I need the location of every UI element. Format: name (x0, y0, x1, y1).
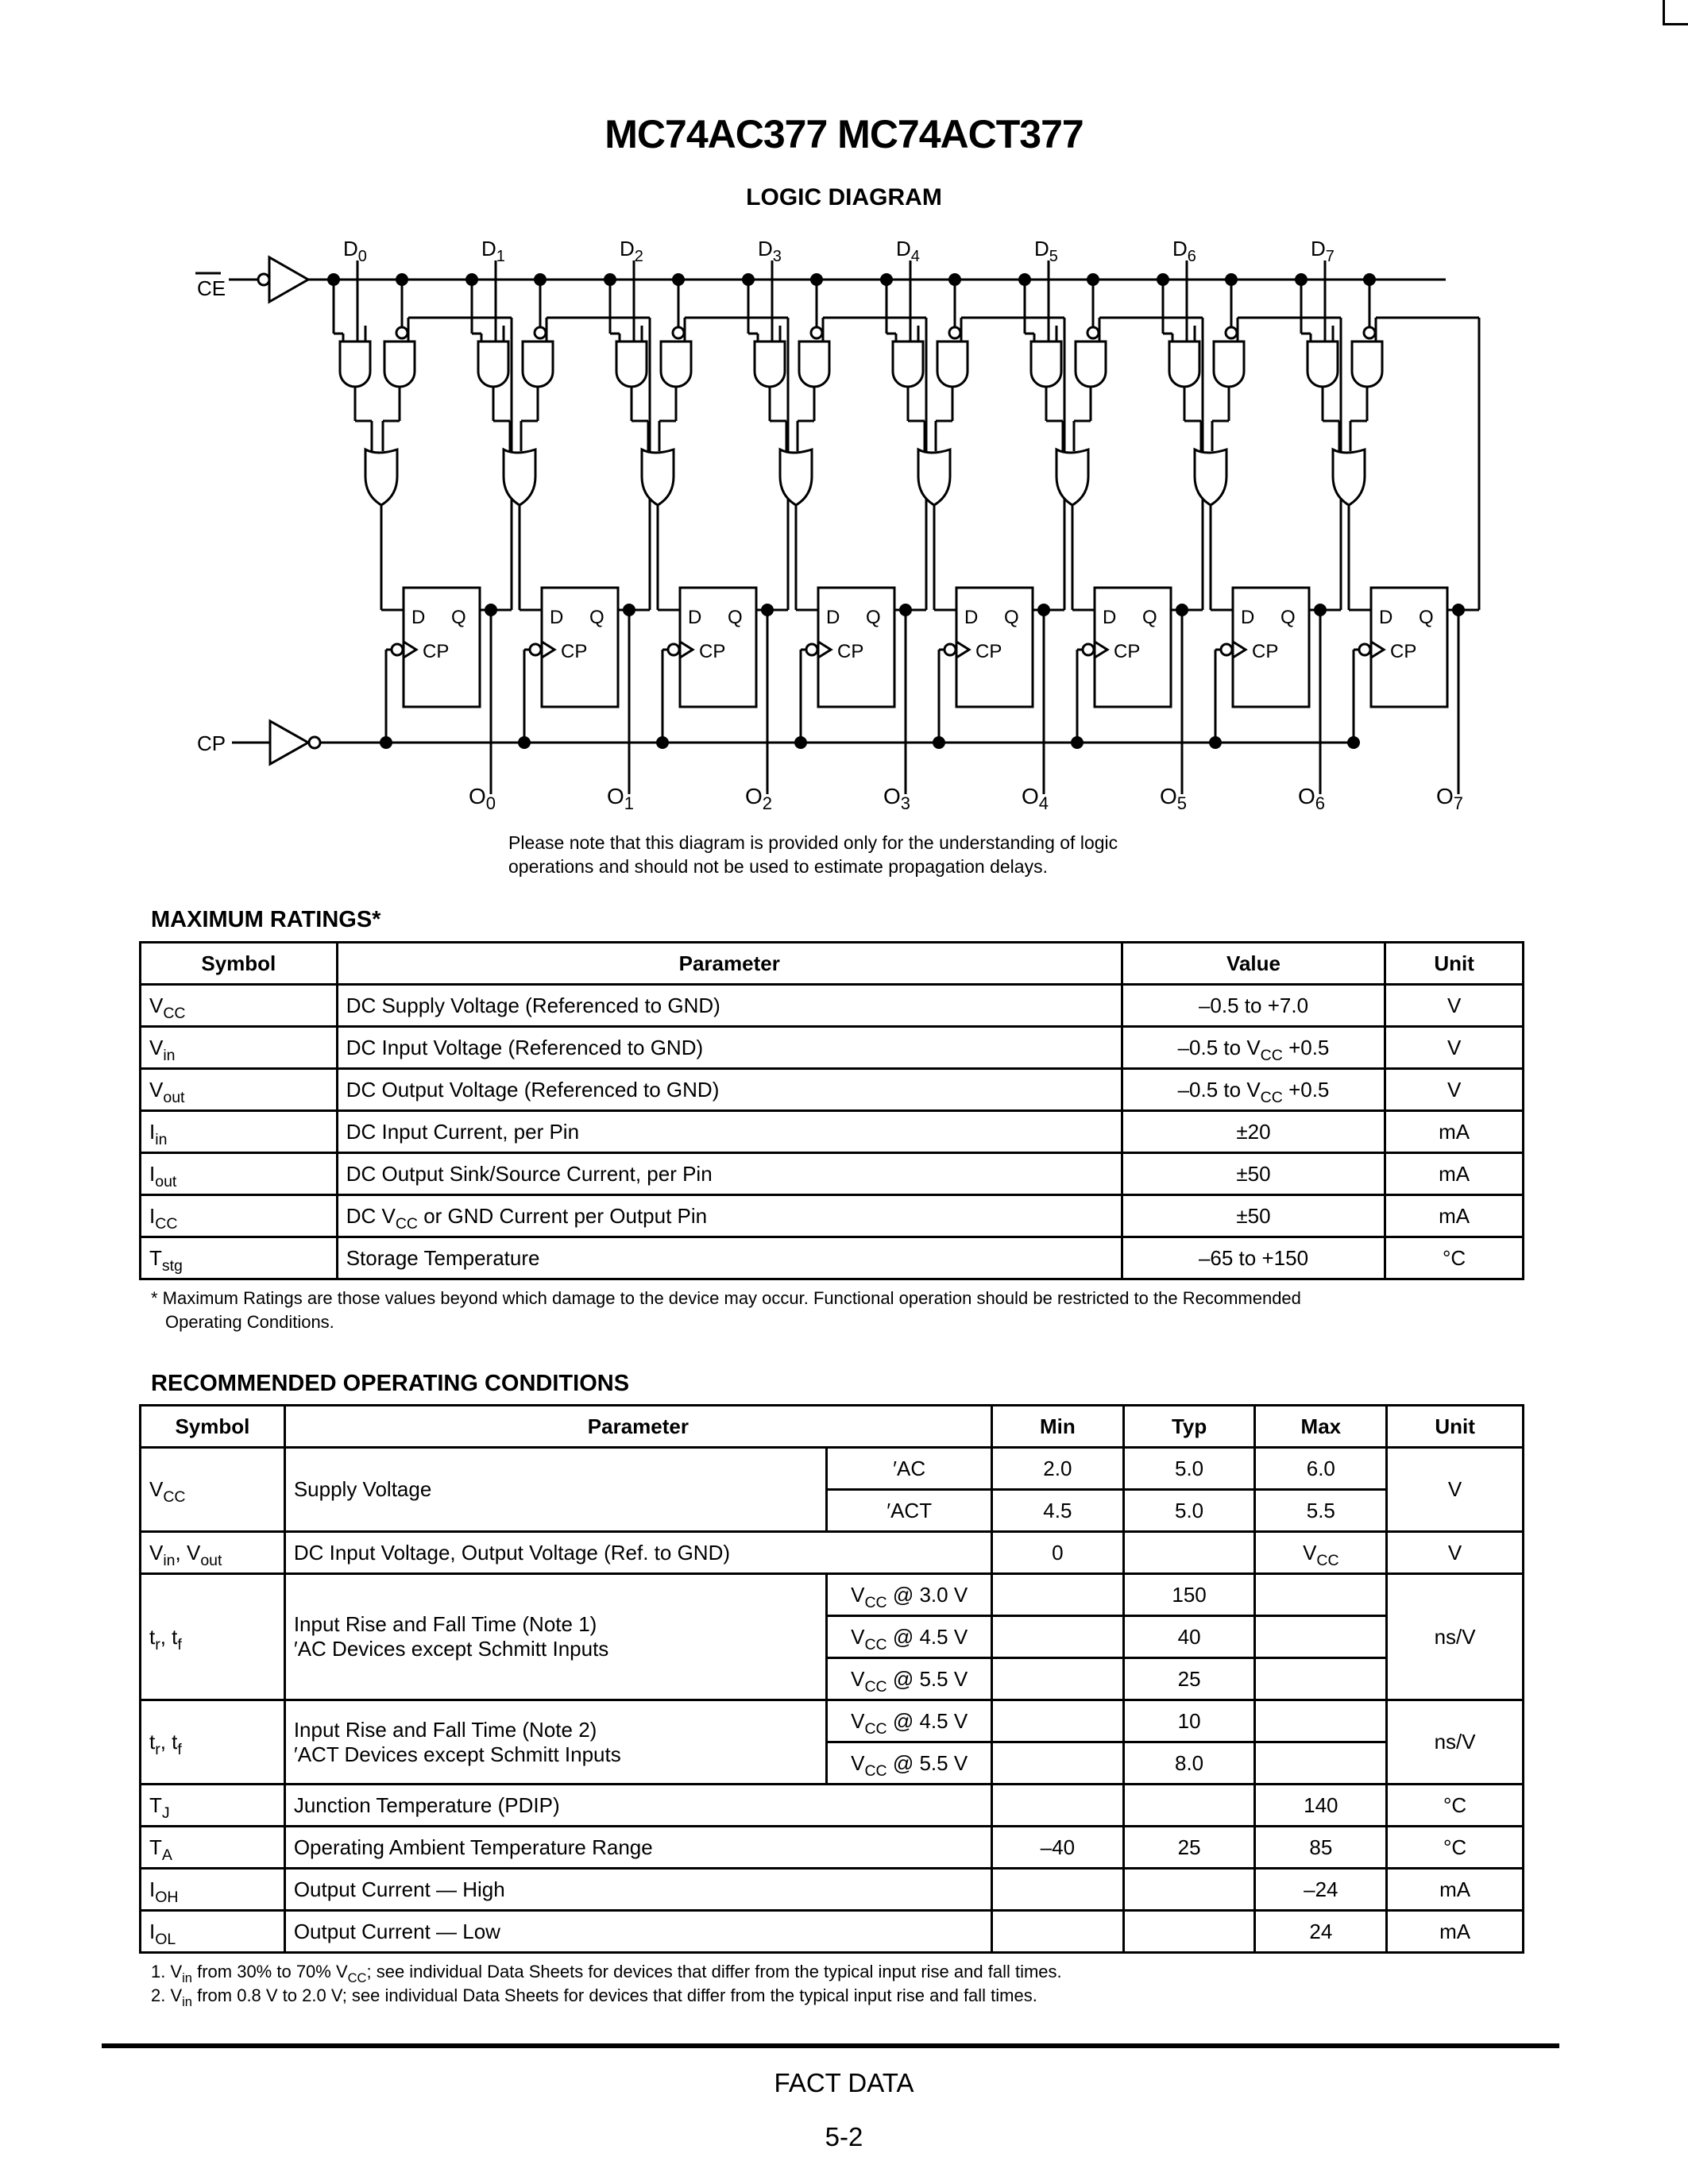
inversion-bubble (1359, 644, 1370, 655)
symbol-cell: $T_A$ (141, 1827, 285, 1869)
max-ratings-heading: MAXIMUM RATINGS* (151, 907, 381, 932)
parameter-cell: DC Input Voltage (Referenced to GND) (337, 1027, 1122, 1069)
typ-cell (1123, 1785, 1255, 1827)
condition-cell: $V_{CC}$ @ 4.5 V (827, 1700, 992, 1742)
inversion-bubble (668, 644, 679, 655)
inversion-bubble (944, 644, 956, 655)
col-header: Unit (1387, 1406, 1524, 1448)
inversion-bubble (673, 327, 684, 338)
col-header: Min (991, 1406, 1123, 1448)
parameter-cell: DC $V_{CC}$ or GND Current per Output Pin (337, 1195, 1122, 1237)
and-gate (1031, 341, 1061, 387)
min-cell: 0 (991, 1532, 1123, 1574)
symbol-cell: $V_{CC}$ (141, 1448, 285, 1532)
and-gate (661, 341, 691, 387)
data-input-label: $D_3$ (758, 237, 782, 265)
and-gate (384, 341, 415, 387)
unit-cell: °C (1387, 1827, 1524, 1869)
data-input-label: $D_1$ (481, 237, 505, 265)
unit-cell: mA (1385, 1153, 1524, 1195)
ff-q-label: Q (1142, 607, 1157, 628)
table-row (141, 1869, 1524, 1911)
max-cell: 5.5 (1255, 1490, 1387, 1532)
and-gate (1169, 341, 1199, 387)
page-number: 5-2 (825, 2122, 863, 2151)
max-cell: 6.0 (1255, 1448, 1387, 1490)
parameter-cell: Input Rise and Fall Time (Note 2) ′ACT Devices except Schmitt Inputs (284, 1700, 827, 1785)
inversion-bubble (1364, 327, 1375, 338)
max-cell (1255, 1616, 1387, 1658)
parameter-cell: Junction Temperature (PDIP) (284, 1785, 991, 1827)
data-output-label: $O_5$ (1160, 784, 1188, 813)
max-ratings-table (139, 941, 1524, 1280)
typ-cell: 5.0 (1123, 1490, 1255, 1532)
and-gate (340, 341, 370, 387)
parameter-cell: Supply Voltage (284, 1448, 827, 1532)
col-header: Symbol (141, 943, 338, 985)
diagram-note-line: operations and should not be used to estimate propagation delays. (508, 856, 1048, 877)
rec-conditions-heading: RECOMMENDED OPERATING CONDITIONS (151, 1371, 630, 1396)
junction-dot (1209, 736, 1222, 749)
symbol-cell: $I_{OL}$ (141, 1911, 285, 1953)
table-row (141, 1827, 1524, 1869)
ff-d-label: D (826, 607, 840, 628)
ff-cp-label: CP (837, 641, 864, 662)
junction-dot (794, 736, 807, 749)
col-header: Max (1255, 1406, 1387, 1448)
col-header: Value (1122, 943, 1385, 985)
symbol-cell: $V_{in}$, $V_{out}$ (141, 1532, 285, 1574)
symbol-cell: $T_J$ (141, 1785, 285, 1827)
table-row (141, 1700, 1524, 1742)
or-gate (1056, 450, 1088, 505)
note-1: 1. $V_{in}$ from 30% to 70% $V_{CC}$; see individual Data Sheets for devices that differ from the typical input rise and fall times. (151, 1962, 1062, 1985)
max-cell (1255, 1574, 1387, 1616)
data-output-label: $O_1$ (607, 784, 635, 813)
unit-cell: mA (1387, 1869, 1524, 1911)
ff-cp-label: CP (1114, 641, 1141, 662)
symbol-cell: $I_{OH}$ (141, 1869, 285, 1911)
ff-cp-label: CP (1390, 641, 1417, 662)
or-gate (504, 450, 535, 505)
typ-cell (1123, 1532, 1255, 1574)
value-cell: ±50 (1122, 1153, 1385, 1195)
parameter-cell: DC Output Sink/Source Current, per Pin (337, 1153, 1122, 1195)
typ-cell: 25 (1123, 1827, 1255, 1869)
symbol-cell: $T_{stg}$ (141, 1237, 338, 1279)
or-gate (918, 450, 950, 505)
table-row (141, 1785, 1524, 1827)
min-cell (991, 1616, 1123, 1658)
data-output-label: $O_3$ (883, 784, 911, 813)
unit-cell: V (1387, 1532, 1524, 1574)
table-row (141, 1532, 1524, 1574)
ff-q-label: Q (589, 607, 605, 628)
value-cell: ±50 (1122, 1195, 1385, 1237)
junction-dot (380, 736, 392, 749)
and-gate (1214, 341, 1244, 387)
typ-cell (1123, 1869, 1255, 1911)
inversion-bubble (309, 737, 320, 748)
unit-cell: V (1385, 1027, 1524, 1069)
data-input-label: $D_5$ (1034, 237, 1058, 265)
table-row (141, 1237, 1524, 1279)
symbol-cell: $I_{CC}$ (141, 1195, 338, 1237)
and-gate (1076, 341, 1106, 387)
ff-q-label: Q (451, 607, 466, 628)
inversion-bubble (806, 644, 817, 655)
value-cell: –0.5 to $V_{CC} +0.5$ (1122, 1027, 1385, 1069)
value-cell: –0.5 to $V_{CC} +0.5$ (1122, 1069, 1385, 1111)
condition-cell: $V_{CC}$ @ 5.5 V (827, 1742, 992, 1785)
condition-cell: ′AC (827, 1448, 992, 1490)
junction-dot (656, 736, 669, 749)
min-cell (991, 1700, 1123, 1742)
or-gate (642, 450, 674, 505)
data-output-label: $O_4$ (1022, 784, 1049, 813)
col-header: Parameter (337, 943, 1122, 985)
or-gate (780, 450, 812, 505)
max-ratings-footnote (151, 1287, 1301, 1334)
ff-d-label: D (411, 607, 426, 628)
unit-cell: mA (1385, 1195, 1524, 1237)
ff-cp-label: CP (423, 641, 450, 662)
junction-dot (933, 736, 945, 749)
parameter-cell: Operating Ambient Temperature Range (284, 1827, 991, 1869)
symbol-cell: $V_{out}$ (141, 1069, 338, 1111)
max-cell: $V_{CC}$ (1255, 1532, 1387, 1574)
parameter-cell: Storage Temperature (337, 1237, 1122, 1279)
note-2: 2. $V_{in}$ from 0.8 V to 2.0 V; see individual Data Sheets for devices that differ from the typical input rise and fall times. (151, 1985, 1037, 2009)
diagram-note-line: Please note that this diagram is provided only for the understanding of logic (508, 832, 1118, 853)
parameter-cell: DC Input Voltage, Output Voltage (Ref. to GND) (284, 1532, 991, 1574)
ff-q-label: Q (728, 607, 743, 628)
ff-q-label: Q (1280, 607, 1296, 628)
inversion-bubble (811, 327, 822, 338)
inversion-bubble (1087, 327, 1099, 338)
condition-cell: $V_{CC}$ @ 4.5 V (827, 1616, 992, 1658)
condition-cell: $V_{CC}$ @ 5.5 V (827, 1658, 992, 1700)
min-cell (991, 1911, 1123, 1953)
unit-cell: °C (1385, 1237, 1524, 1279)
symbol-cell: $t_r$, $t_f$ (141, 1700, 285, 1785)
data-input-label: $D_6$ (1172, 237, 1196, 265)
and-gate (478, 341, 508, 387)
unit-cell: ns/V (1387, 1574, 1524, 1700)
max-cell: 140 (1255, 1785, 1387, 1827)
inversion-bubble (1226, 327, 1237, 338)
data-input-label: $D_7$ (1311, 237, 1335, 265)
ff-d-label: D (1241, 607, 1255, 628)
and-gate (1308, 341, 1338, 387)
max-cell: 24 (1255, 1911, 1387, 1953)
and-gate (937, 341, 968, 387)
junction-dot (518, 736, 531, 749)
page-title: MC74AC377 MC74ACT377 (605, 112, 1083, 156)
value-cell: –65 to +150 (1122, 1237, 1385, 1279)
ff-cp-label: CP (1252, 641, 1279, 662)
symbol-cell: $I_{out}$ (141, 1153, 338, 1195)
cp-buffer (270, 721, 308, 764)
inversion-bubble (1083, 644, 1094, 655)
junction-dot (1071, 736, 1083, 749)
inversion-bubble (396, 327, 408, 338)
col-header: Typ (1123, 1406, 1255, 1448)
ff-d-label: D (964, 607, 979, 628)
table-row (141, 1069, 1524, 1111)
value-cell: ±20 (1122, 1111, 1385, 1153)
ff-cp-label: CP (699, 641, 726, 662)
max-cell: –24 (1255, 1869, 1387, 1911)
and-gate (1352, 341, 1382, 387)
cp-label: CP (197, 731, 226, 755)
footer-rule (102, 2043, 1559, 2048)
data-output-label: $O_7$ (1436, 784, 1464, 813)
table-row (141, 1111, 1524, 1153)
ce-label: CE (197, 276, 226, 300)
typ-cell: 150 (1123, 1574, 1255, 1616)
min-cell (991, 1742, 1123, 1785)
min-cell (991, 1785, 1123, 1827)
symbol-cell: $V_{in}$ (141, 1027, 338, 1069)
unit-cell: mA (1387, 1911, 1524, 1953)
max-cell (1255, 1742, 1387, 1785)
parameter-cell: Input Rise and Fall Time (Note 1) ′AC Devices except Schmitt Inputs (284, 1574, 827, 1700)
typ-cell: 40 (1123, 1616, 1255, 1658)
inversion-bubble (949, 327, 960, 338)
footnote-line: Operating Conditions. (165, 1312, 334, 1332)
symbol-cell: $t_r$, $t_f$ (141, 1574, 285, 1700)
inversion-bubble (1221, 644, 1232, 655)
diagram-note (508, 831, 1118, 878)
typ-cell: 5.0 (1123, 1448, 1255, 1490)
table-row (141, 1027, 1524, 1069)
data-input-label: $D_4$ (896, 237, 920, 265)
typ-cell: 10 (1123, 1700, 1255, 1742)
parameter-cell: DC Output Voltage (Referenced to GND) (337, 1069, 1122, 1111)
unit-cell: V (1387, 1448, 1524, 1532)
symbol-cell: $V_{CC}$ (141, 985, 338, 1027)
footer-label: FACT DATA (774, 2068, 914, 2097)
unit-cell: V (1385, 1069, 1524, 1111)
col-header: Parameter (284, 1406, 991, 1448)
rec-conditions-table (139, 1404, 1524, 1954)
and-gate (799, 341, 829, 387)
unit-cell: V (1385, 985, 1524, 1027)
footnote-line: * Maximum Ratings are those values beyond which damage to the device may occur. Functional operation should be restricted to the Recommended (151, 1288, 1301, 1308)
col-header: Unit (1385, 943, 1524, 985)
ff-q-label: Q (1419, 607, 1434, 628)
typ-cell (1123, 1911, 1255, 1953)
min-cell: 2.0 (991, 1448, 1123, 1490)
inversion-bubble (530, 644, 541, 655)
parameter-cell: Output Current — Low (284, 1911, 991, 1953)
value-cell: –0.5 to +7.0 (1122, 985, 1385, 1027)
typ-cell: 8.0 (1123, 1742, 1255, 1785)
or-gate (1333, 450, 1365, 505)
table-row (141, 985, 1524, 1027)
and-gate (755, 341, 785, 387)
ff-d-label: D (550, 607, 564, 628)
inversion-bubble (535, 327, 546, 338)
ff-d-label: D (1379, 607, 1393, 628)
max-cell: 85 (1255, 1827, 1387, 1869)
max-cell (1255, 1658, 1387, 1700)
logic-diagram (0, 0, 1688, 826)
table-row (141, 1195, 1524, 1237)
inversion-bubble (392, 644, 403, 655)
min-cell (991, 1574, 1123, 1616)
or-gate (365, 450, 397, 505)
min-cell: 4.5 (991, 1490, 1123, 1532)
ff-cp-label: CP (561, 641, 588, 662)
ff-q-label: Q (1004, 607, 1019, 628)
min-cell (991, 1658, 1123, 1700)
and-gate (893, 341, 923, 387)
parameter-cell: DC Input Current, per Pin (337, 1111, 1122, 1153)
unit-cell: ns/V (1387, 1700, 1524, 1785)
typ-cell: 25 (1123, 1658, 1255, 1700)
ff-d-label: D (1103, 607, 1117, 628)
rec-conditions-notes (151, 1960, 1062, 2008)
data-input-label: $D_2$ (620, 237, 643, 265)
inversion-bubble (258, 274, 269, 285)
ff-q-label: Q (866, 607, 881, 628)
or-gate (1195, 450, 1226, 505)
min-cell (991, 1869, 1123, 1911)
data-output-label: $O_2$ (745, 784, 773, 813)
unit-cell: mA (1385, 1111, 1524, 1153)
data-input-label: $D_0$ (343, 237, 367, 265)
table-row (141, 1574, 1524, 1616)
col-header: Symbol (141, 1406, 285, 1448)
unit-cell: °C (1387, 1785, 1524, 1827)
and-gate (523, 341, 553, 387)
table-row (141, 1911, 1524, 1953)
parameter-cell: DC Supply Voltage (Referenced to GND) (337, 985, 1122, 1027)
data-output-label: $O_0$ (469, 784, 496, 813)
data-output-label: $O_6$ (1298, 784, 1326, 813)
condition-cell: ′ACT (827, 1490, 992, 1532)
ff-d-label: D (688, 607, 702, 628)
ce-buffer (269, 257, 308, 302)
parameter-cell: Output Current — High (284, 1869, 991, 1911)
min-cell: –40 (991, 1827, 1123, 1869)
and-gate (616, 341, 647, 387)
condition-cell: $V_{CC}$ @ 3.0 V (827, 1574, 992, 1616)
table-row (141, 1153, 1524, 1195)
diagram-title: LOGIC DIAGRAM (746, 184, 942, 210)
ff-cp-label: CP (975, 641, 1002, 662)
junction-dot (1347, 736, 1360, 749)
symbol-cell: $I_{in}$ (141, 1111, 338, 1153)
table-row (141, 1448, 1524, 1490)
max-cell (1255, 1700, 1387, 1742)
